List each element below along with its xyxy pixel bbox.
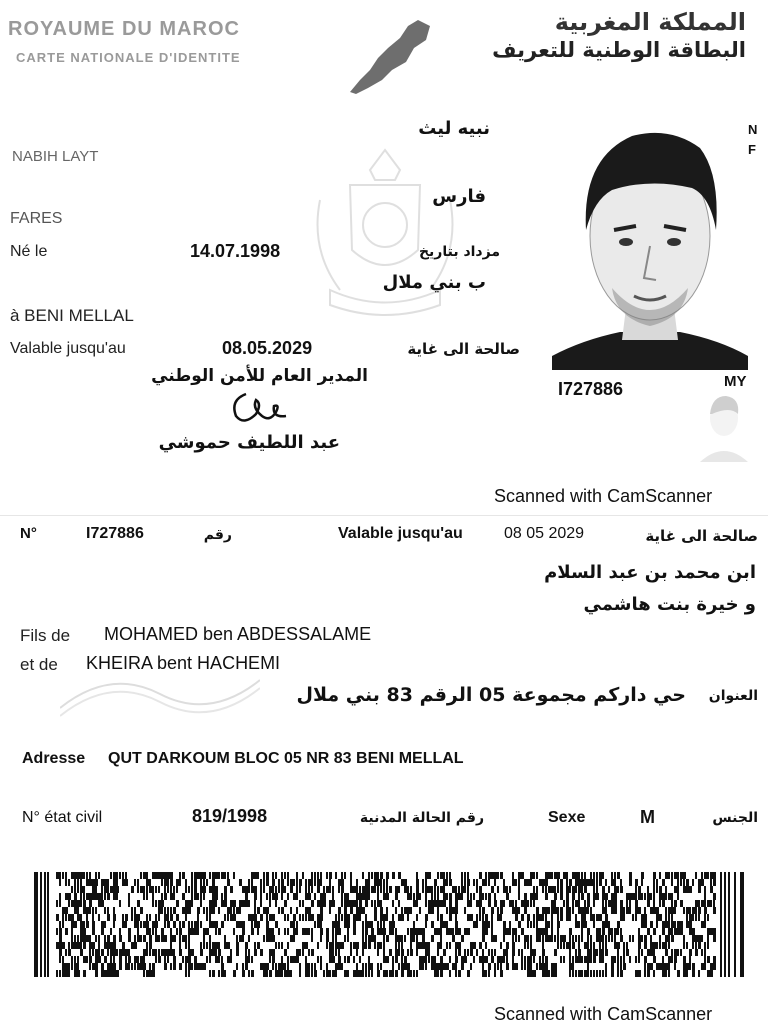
scanned-note-back: Scanned with CamScanner	[494, 1004, 713, 1024]
surname-french: NABIH LAYT	[12, 148, 99, 165]
mother-label-french: et de	[20, 655, 58, 674]
ghost-portrait-image	[700, 392, 748, 462]
birth-date-label-french: Né le	[10, 243, 48, 260]
header-french-card-title: CARTE NATIONALE D'IDENTITE	[16, 50, 241, 65]
valid-until-label-french: Valable jusqu'au	[10, 340, 126, 357]
header-french-kingdom: ROYAUME DU MAROC	[8, 18, 240, 40]
father-label-french: Fils de	[20, 626, 71, 645]
father-name-french: MOHAMED ben ABDESSALAME	[104, 624, 372, 644]
number-label-arabic: رقم	[203, 527, 232, 543]
header-arabic-kingdom: المملكة المغربية	[554, 8, 746, 36]
number-label-french: N°	[20, 525, 37, 542]
valid-until-label-arabic-back: صالحة الى غاية	[645, 527, 758, 545]
birth-date-label-arabic: مزداد بتاريخ	[418, 244, 500, 260]
sex-label-arabic: الجنس	[712, 810, 758, 826]
valid-until-label-back: Valable jusqu'au	[338, 525, 463, 542]
address-french: QUT DARKOUM BLOC 05 NR 83 BENI MELLAL	[108, 750, 464, 767]
guilloche-watermark-icon	[60, 668, 260, 720]
side-letter-n: N	[748, 122, 758, 137]
director-signature-icon	[226, 386, 290, 428]
card-code: MY	[724, 373, 747, 390]
coat-of-arms-watermark-icon	[300, 140, 470, 320]
birth-place-arabic: ب بني ملال	[382, 272, 486, 293]
director-title-arabic: المدير العام للأمن الوطني	[151, 366, 368, 386]
given-name-french: FARES	[10, 210, 63, 227]
holder-portrait-photo	[552, 118, 748, 370]
valid-until-value: 08.05.2029	[222, 338, 313, 358]
sex-label-french: Sexe	[548, 809, 586, 826]
address-arabic: حي داركم مجموعة 05 الرقم 83 بني ملال	[296, 684, 686, 706]
page-divider	[0, 515, 768, 516]
scanned-note-front: Scanned with CamScanner	[494, 486, 713, 506]
civil-status-number: 819/1998	[192, 806, 268, 826]
director-name-arabic: عبد اللطيف حموشي	[158, 432, 340, 453]
civil-status-label-french: N° état civil	[22, 809, 103, 826]
mother-name-arabic: و خيرة بنت هاشمي	[583, 594, 756, 615]
valid-until-value-back: 08 05 2029	[504, 525, 585, 542]
surname-arabic: نبيه ليث	[418, 118, 490, 139]
birth-date-value: 14.07.1998	[190, 241, 281, 261]
civil-status-label-arabic: رقم الحالة المدنية	[359, 810, 484, 826]
card-number-back: I727886	[86, 525, 144, 542]
sex-value: M	[640, 807, 655, 827]
father-name-arabic: ابن محمد بن عبد السلام	[544, 562, 756, 583]
morocco-map-icon	[348, 18, 432, 96]
valid-until-label-arabic: صالحة الى غاية	[407, 340, 520, 358]
header-arabic-card-title: البطاقة الوطنية للتعريف	[492, 38, 746, 62]
side-letter-f: F	[748, 142, 756, 157]
given-name-arabic: فارس	[432, 186, 486, 207]
mother-name-french: KHEIRA bent HACHEMI	[86, 653, 281, 673]
address-label-arabic: العنوان	[708, 688, 758, 704]
pdf417-barcode	[34, 872, 744, 977]
birth-place-french: à BENI MELLAL	[10, 306, 134, 325]
address-label-french: Adresse	[22, 750, 86, 767]
card-number-front: I727886	[558, 379, 624, 399]
